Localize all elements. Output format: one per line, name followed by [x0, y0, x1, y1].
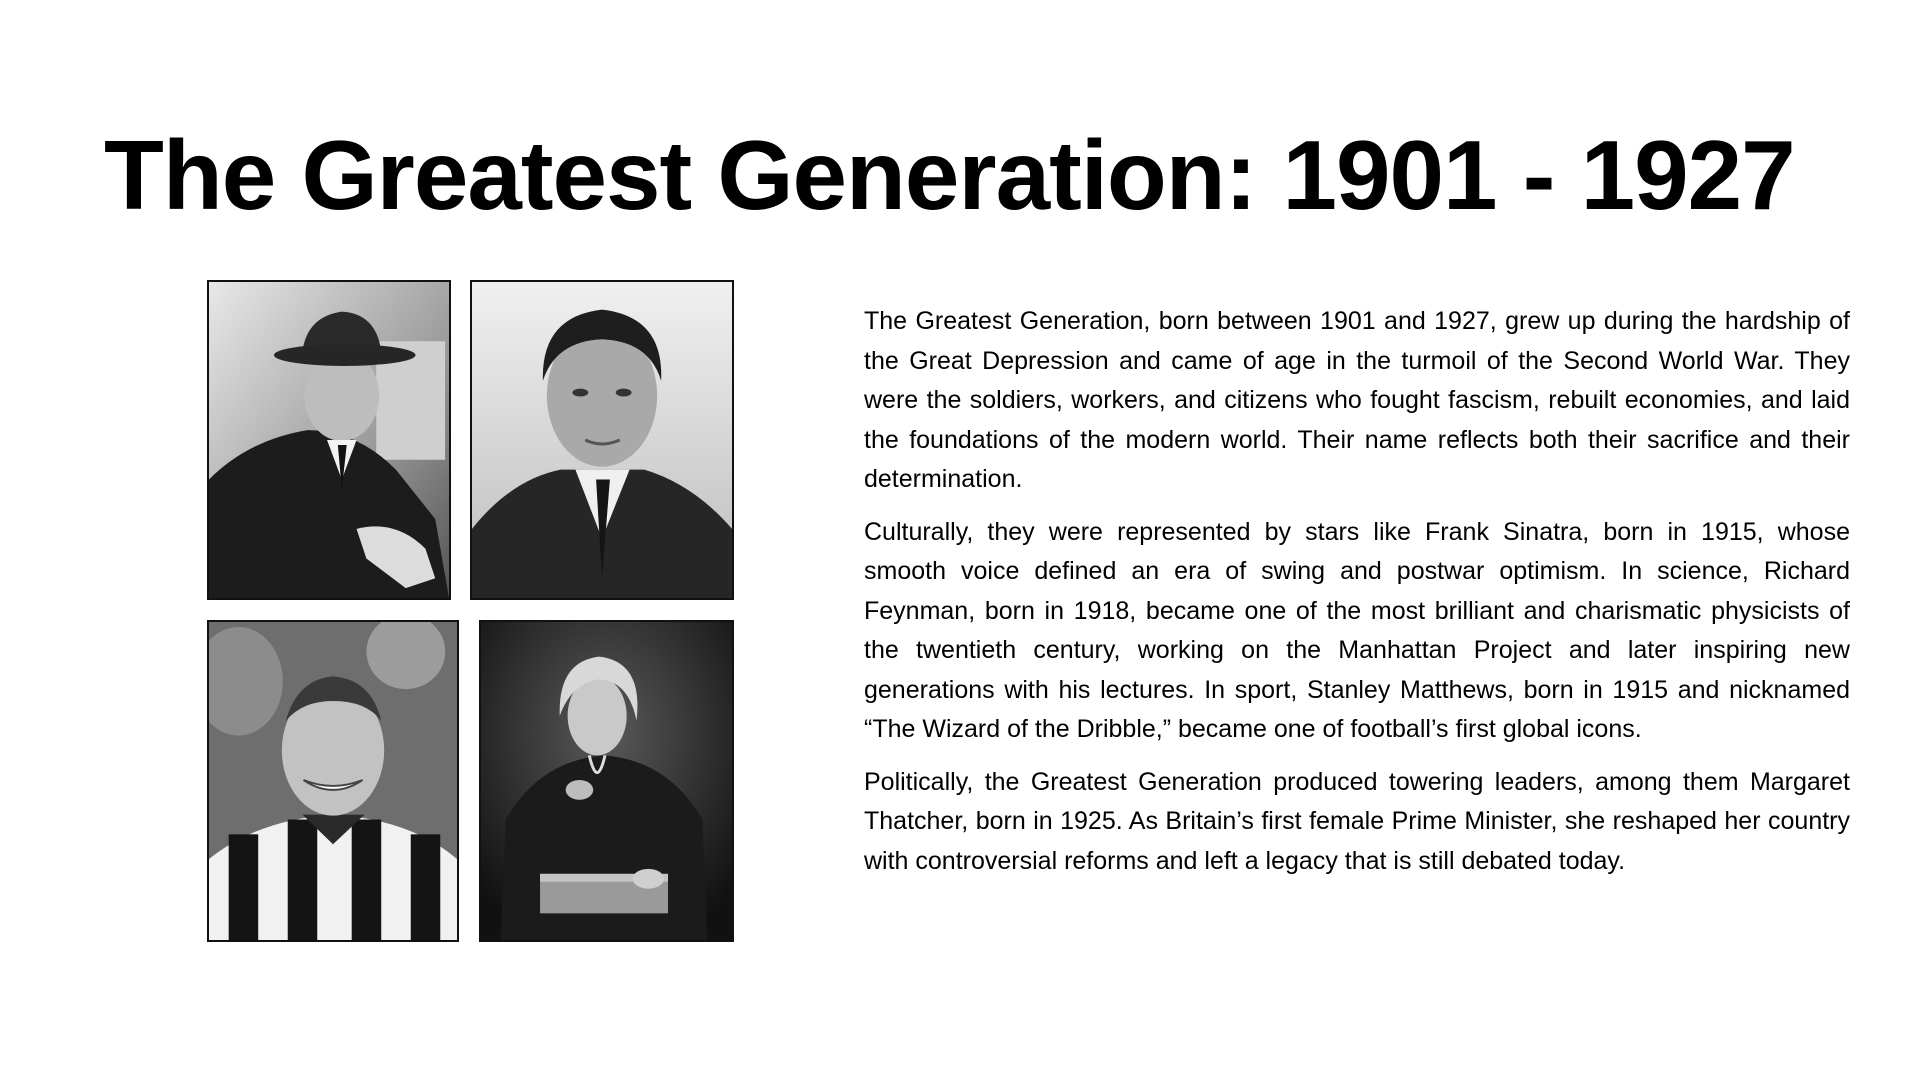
photo-woman-with-book — [479, 620, 734, 942]
paragraph-intro: The Greatest Generation, born between 1901 and 1927, grew up during the hardship of the Great Depression and came of age in the turmoil of the Second World War. They were the soldiers, workers, and citizens who fought fascism, rebuilt economies, and laid the foundations of the modern world. Their name reflects both their sacrifice and their determination. — [864, 307, 1850, 493]
photo-man-in-fedora — [207, 280, 451, 600]
paragraph-culture: Culturally, they were represented by stars like Frank Sinatra, born in 1915, whose smooth voice defined an era of swing and postwar optimism. In science, Richard Feynman, born in 1918, became one of the most brilliant and charismatic physicists of the twentieth century, working on the Manhattan Project and later inspiring new generations with his lectures. In sport, Stanley Matthews, born in 1915 and nicknamed “The Wizard of the Dribble,” became one of football’s first global icons. — [864, 517, 1850, 743]
body-text — [864, 302, 1850, 894]
slide-title: The Greatest Generation: 1901 - 1927 — [104, 120, 1795, 230]
photo-footballer-striped-shirt — [207, 620, 459, 942]
photo-man-in-suit — [470, 280, 734, 600]
paragraph-politics: Politically, the Greatest Generation produced towering leaders, among them Margaret Thatcher, born in 1925. As Britain’s first female Prime Minister, she reshaped her country with controversial reforms and left a legacy that is still debated today. — [864, 767, 1850, 875]
